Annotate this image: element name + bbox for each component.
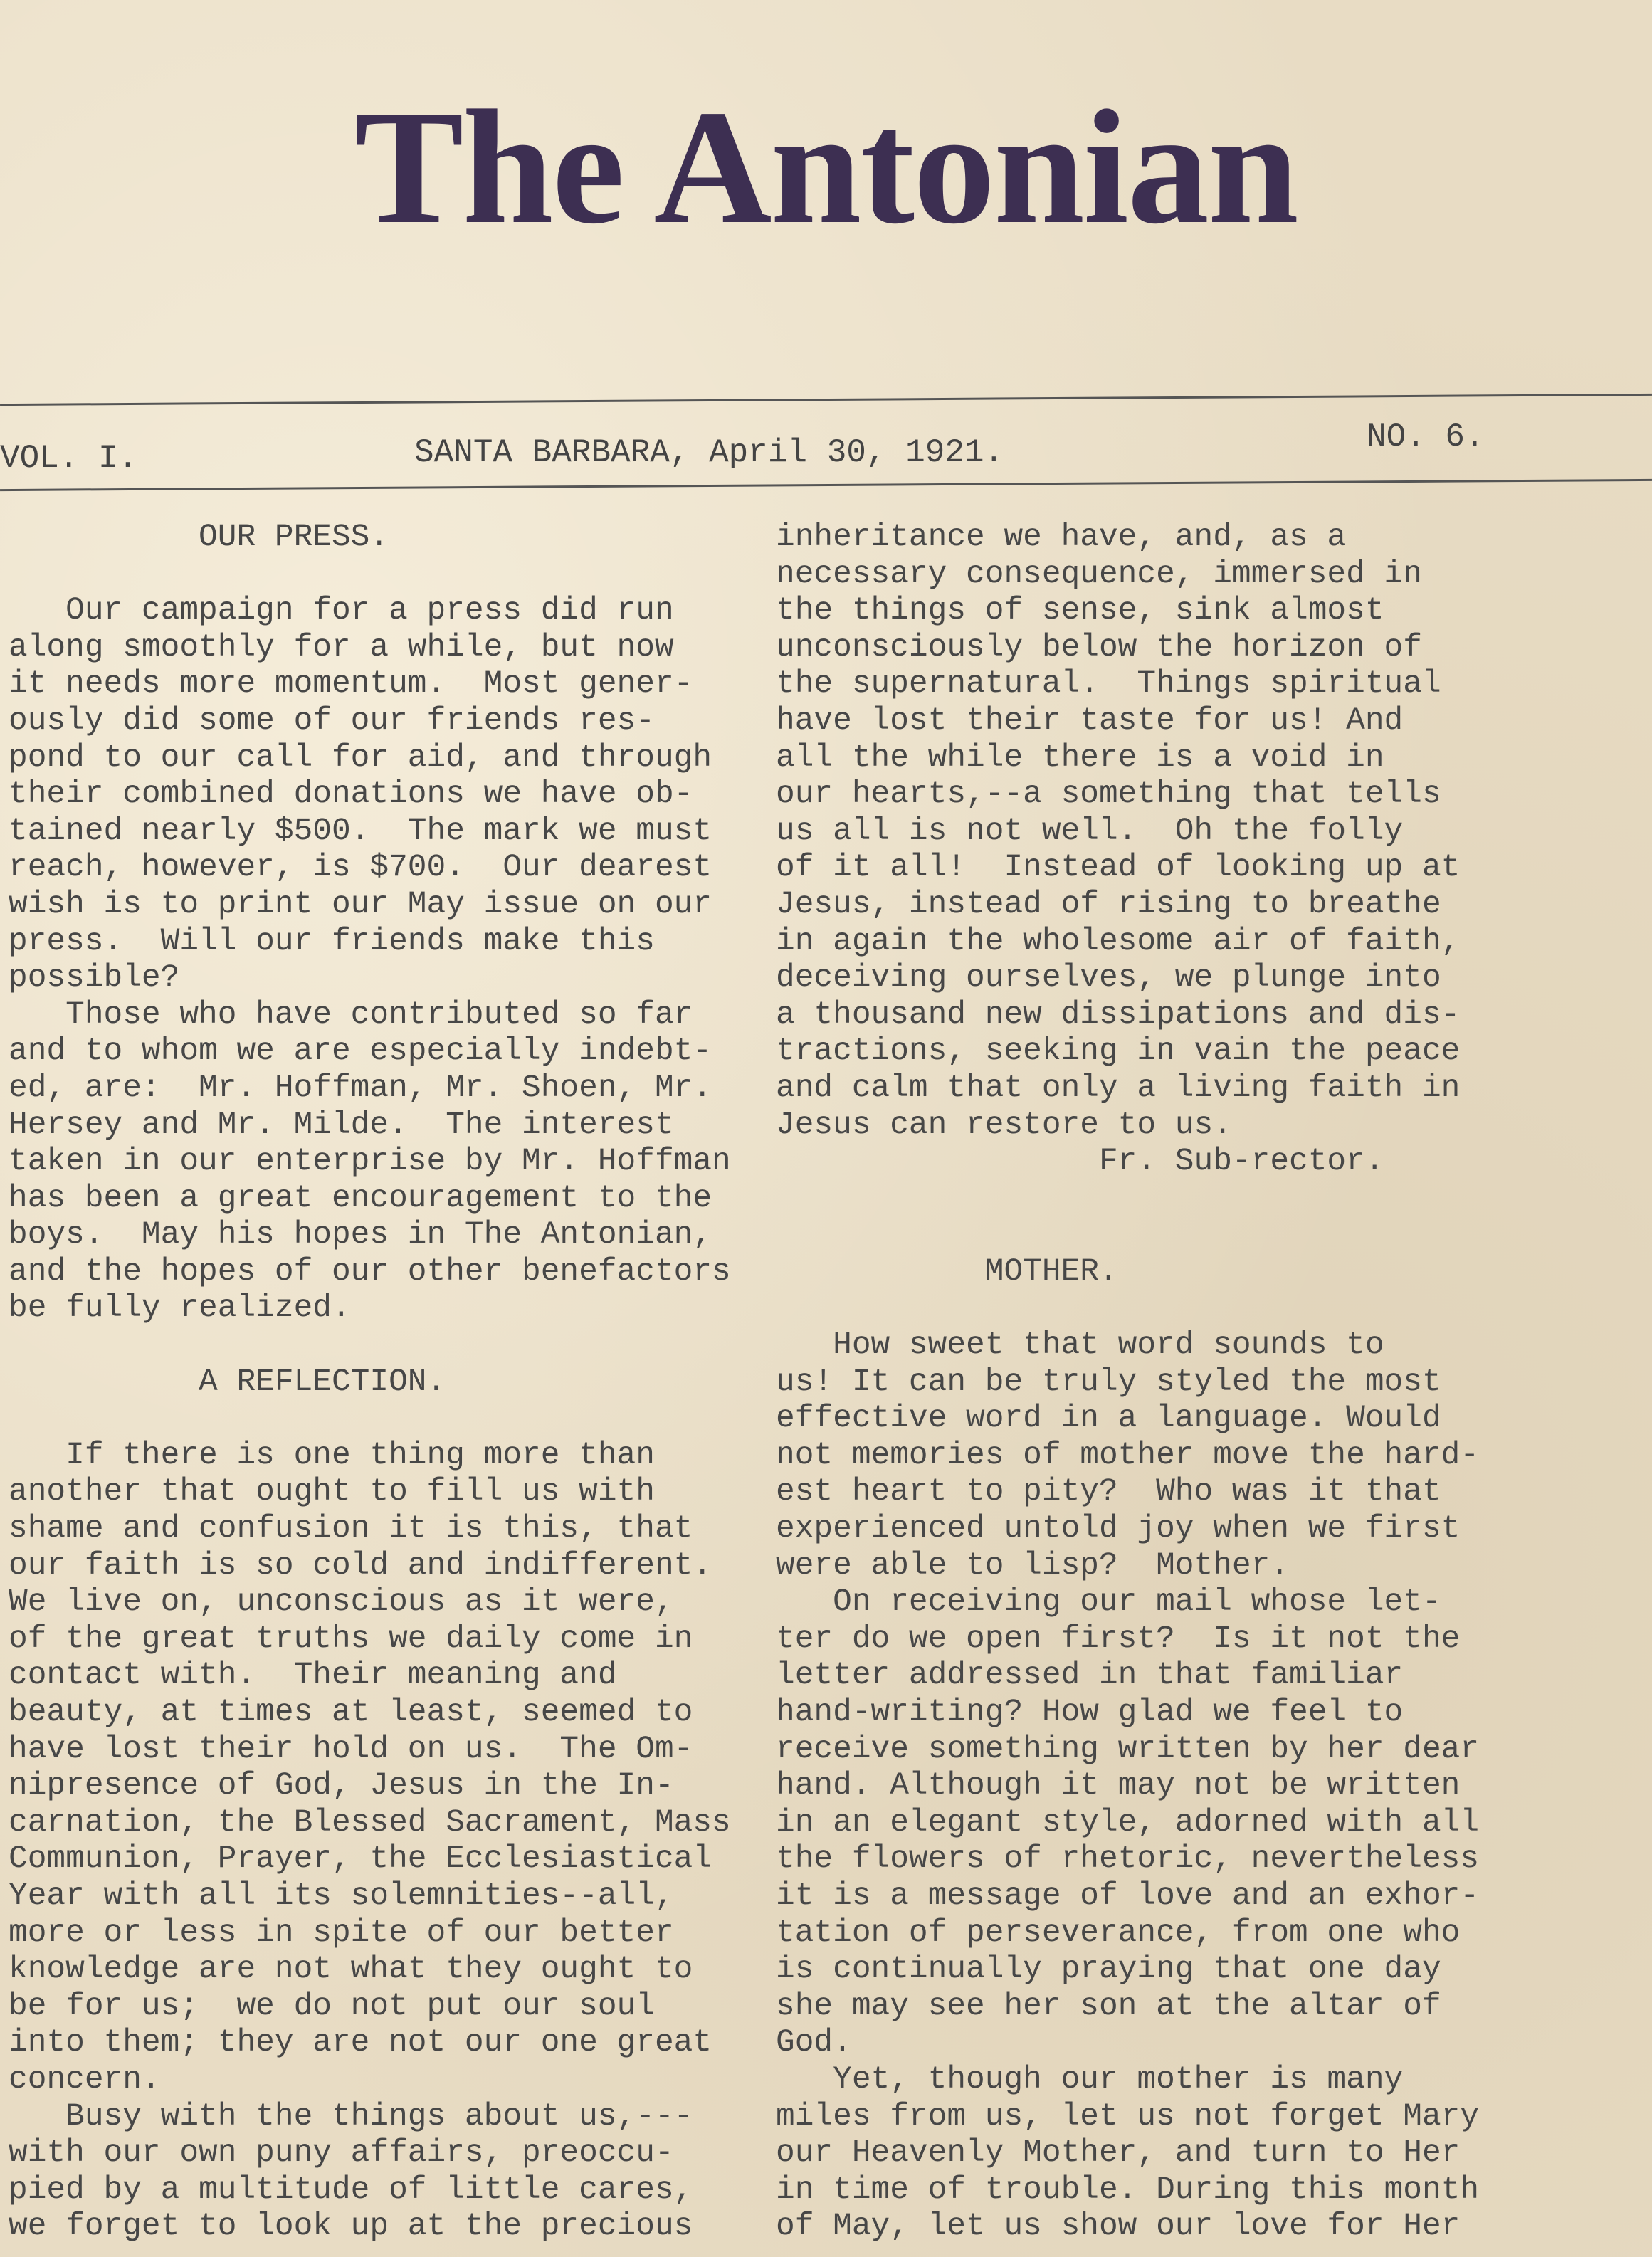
- text-line: it is a message of love and an exhor-: [776, 1878, 1480, 1914]
- text-line: our faith is so cold and indifferent.: [9, 1547, 712, 1584]
- text-line: have lost their hold on us. The Om-: [9, 1731, 693, 1767]
- dateline: [0, 419, 1652, 477]
- text-line: shame and confusion it is this, that: [9, 1511, 693, 1547]
- text-line: Communion, Prayer, the Ecclesiastical: [9, 1841, 712, 1878]
- text-line: ously did some of our friends res-: [9, 703, 655, 739]
- text-line: be fully realized.: [9, 1290, 351, 1327]
- text-line: Jesus can restore to us.: [776, 1107, 1232, 1143]
- text-line: tation of perseverance, from one who: [776, 1915, 1461, 1951]
- dateline-rule: [0, 479, 1652, 491]
- text-line: effective word in a language. Would: [776, 1401, 1441, 1437]
- text-line: How sweet that word sounds to: [776, 1327, 1384, 1364]
- text-line: us all is not well. Oh the folly: [776, 813, 1404, 849]
- article-heading: MOTHER.: [776, 1253, 1118, 1290]
- text-line: experienced untold joy when we first: [776, 1511, 1461, 1547]
- text-line: the supernatural. Things spiritual: [776, 666, 1441, 703]
- text-line: On receiving our mail whose let-: [776, 1584, 1441, 1621]
- text-line: Those who have contributed so far: [9, 996, 693, 1033]
- text-line: Yet, though our mother is many: [776, 2061, 1404, 2098]
- text-line: ed, are: Mr. Hoffman, Mr. Shoen, Mr.: [9, 1070, 712, 1106]
- text-line: along smoothly for a while, but now: [9, 629, 674, 665]
- text-line: [776, 1290, 1573, 1327]
- text-line: Jesus, instead of rising to breathe: [776, 886, 1441, 922]
- text-line: necessary consequence, immersed in: [776, 556, 1422, 592]
- text-line: into them; they are not our one great: [9, 2025, 712, 2061]
- text-line: press. Will our friends make this: [9, 923, 655, 959]
- text-line: our hearts,--a something that tells: [776, 777, 1441, 813]
- text-line: tractions, seeking in vain the peace: [776, 1033, 1461, 1070]
- text-line: of May, let us show our love for Her: [776, 2209, 1461, 2245]
- text-line: [776, 1181, 1573, 1218]
- text-line: we forget to look up at the precious: [9, 2209, 693, 2245]
- text-line: and to whom we are especially indebt-: [9, 1033, 712, 1070]
- right-column: [776, 520, 1573, 2246]
- text-line: has been a great encouragement to the: [9, 1180, 712, 1216]
- text-line: beauty, at times at least, seemed to: [9, 1695, 693, 1730]
- text-line: God.: [776, 2025, 852, 2061]
- text-line: have lost their taste for us! And: [776, 703, 1404, 739]
- text-line: the flowers of rhetoric, nevertheless: [776, 1841, 1480, 1878]
- text-line: nipresence of God, Jesus in the In-: [9, 1768, 674, 1804]
- text-line: Year with all its solemnities--all,: [9, 1878, 674, 1914]
- text-line: the things of sense, sink almost: [776, 593, 1384, 629]
- text-line: Hersey and Mr. Milde. The interest: [9, 1107, 674, 1143]
- text-line: unconsciously below the horizon of: [776, 629, 1422, 665]
- text-line: wish is to print our May issue on our: [9, 886, 712, 922]
- text-line: all the while there is a void in: [776, 740, 1384, 776]
- text-line: boys. May his hopes in The Antonian,: [9, 1217, 712, 1253]
- text-line: hand-writing? How glad we feel to: [776, 1695, 1404, 1730]
- text-line: Busy with the things about us,---: [9, 2098, 693, 2135]
- text-line: Our campaign for a press did run: [9, 593, 674, 629]
- text-line: ter do we open first? Is it not the: [776, 1621, 1461, 1657]
- text-line: concern.: [9, 2061, 161, 2098]
- text-line: of the great truths we daily come in: [9, 1621, 693, 1657]
- text-line: a thousand new dissipations and dis-: [776, 996, 1461, 1033]
- text-line: our Heavenly Mother, and turn to Her: [776, 2135, 1461, 2172]
- article-heading: A REFLECTION.: [9, 1364, 446, 1400]
- text-line: more or less in spite of our better: [9, 1915, 674, 1951]
- text-line: with our own puny affairs, preoccu-: [9, 2135, 674, 2172]
- text-line: deceiving ourselves, we plunge into: [776, 960, 1441, 996]
- masthead-rule: [0, 394, 1652, 406]
- text-line: were able to lisp? Mother.: [776, 1547, 1290, 1584]
- masthead-title: The Antonian: [354, 76, 1298, 258]
- text-line: possible?: [9, 960, 180, 996]
- text-line: If there is one thing more than: [9, 1437, 655, 1473]
- volume-label: VOL. I.: [0, 440, 138, 477]
- text-line: of it all! Instead of looking up at: [776, 850, 1461, 886]
- text-line: receive something written by her dear: [776, 1731, 1480, 1767]
- text-line: hand. Although it may not be written: [776, 1768, 1461, 1804]
- text-line: reach, however, is $700. Our dearest: [9, 850, 712, 886]
- text-line: in an elegant style, adorned with all: [776, 1804, 1480, 1841]
- text-line: another that ought to fill us with: [9, 1474, 655, 1510]
- text-line: and the hopes of our other benefactors: [9, 1253, 731, 1290]
- text-line: is continually praying that one day: [776, 1952, 1441, 1988]
- text-line: [776, 1217, 1573, 1254]
- article-signature: Fr. Sub-rector.: [776, 1144, 1384, 1180]
- text-line: [9, 1401, 806, 1438]
- text-line: taken in our enterprise by Mr. Hoffman: [9, 1144, 731, 1180]
- text-line: and calm that only a living faith in: [776, 1070, 1461, 1106]
- text-line: contact with. Their meaning and: [9, 1658, 617, 1694]
- text-line: in again the wholesome air of faith,: [776, 923, 1461, 959]
- text-line: est heart to pity? Who was it that: [776, 1474, 1441, 1510]
- text-line: inheritance we have, and, as a: [776, 520, 1347, 555]
- article-heading: OUR PRESS.: [9, 520, 389, 555]
- text-line: knowledge are not what they ought to: [9, 1952, 693, 1988]
- text-line: pond to our call for aid, and through: [9, 740, 712, 776]
- text-line: pied by a multitude of little cares,: [9, 2172, 693, 2208]
- text-line: she may see her son at the altar of: [776, 1988, 1441, 2024]
- text-line: letter addressed in that familiar: [776, 1658, 1404, 1694]
- text-line: be for us; we do not put our soul: [9, 1988, 655, 2024]
- text-line: [9, 557, 806, 594]
- text-line: [9, 1327, 806, 1364]
- text-line: us! It can be truly styled the most: [776, 1364, 1441, 1400]
- text-line: not memories of mother move the hard-: [776, 1437, 1480, 1473]
- text-line: it needs more momentum. Most gener-: [9, 666, 693, 703]
- text-line: tained nearly $500. The mark we must: [9, 813, 712, 849]
- text-line: their combined donations we have ob-: [9, 777, 693, 813]
- text-line: We live on, unconscious as it were,: [9, 1584, 674, 1621]
- text-line: in time of trouble. During this month: [776, 2172, 1480, 2208]
- left-column: [9, 520, 806, 2246]
- issue-number: NO. 6.: [1367, 419, 1485, 456]
- text-line: carnation, the Blessed Sacrament, Mass: [9, 1804, 731, 1841]
- text-line: miles from us, let us not forget Mary: [776, 2098, 1480, 2135]
- place-date: SANTA BARBARA, April 30, 1921.: [414, 434, 1004, 471]
